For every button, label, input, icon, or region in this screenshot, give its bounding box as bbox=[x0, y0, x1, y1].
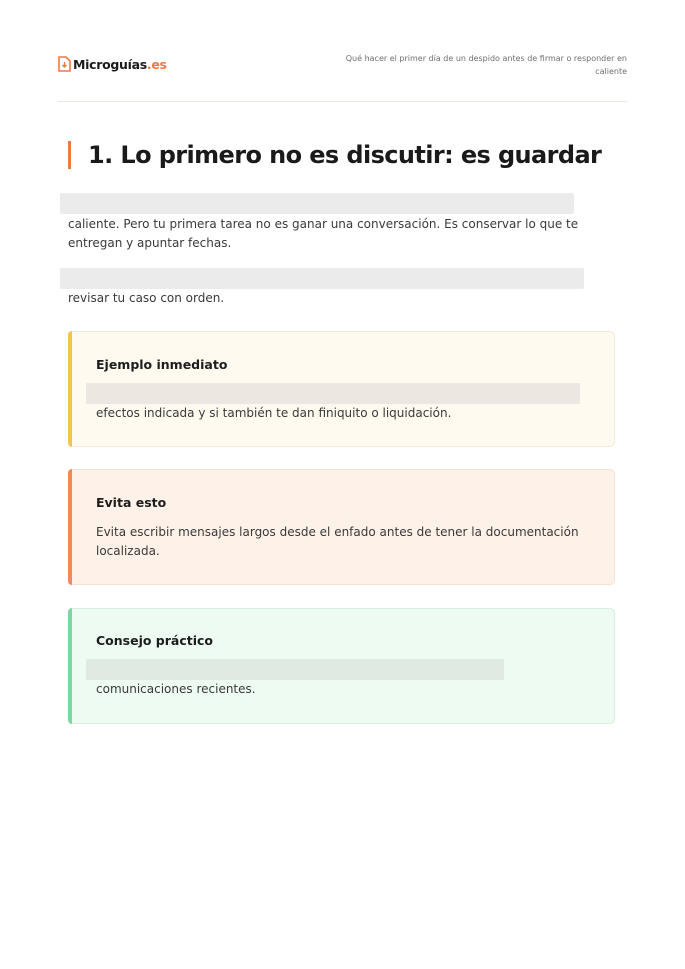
section-title: 1. Lo primero no es discutir: es guardar bbox=[88, 141, 602, 169]
callout-text: efectos indicada y si también te dan finiquito o liquidación. bbox=[96, 406, 452, 420]
callout-title: Evita esto bbox=[96, 495, 167, 510]
callout-example bbox=[68, 331, 615, 447]
header-divider bbox=[58, 101, 627, 102]
callout-stripe bbox=[68, 331, 72, 447]
redacted-text bbox=[86, 659, 504, 680]
heading-accent-bar bbox=[68, 141, 71, 169]
redacted-text bbox=[60, 268, 584, 289]
page-header bbox=[58, 52, 627, 82]
callout-text: Evita escribir mensajes largos desde el enfado antes de tener la documentación localizada. bbox=[96, 525, 579, 558]
document-logo-icon bbox=[58, 56, 71, 72]
document-title: Qué hacer el primer día de un despido antes de firmar o responder en caliente bbox=[345, 54, 627, 76]
section-heading bbox=[68, 140, 601, 170]
brand-logo[interactable] bbox=[58, 56, 167, 72]
redacted-text bbox=[86, 383, 580, 404]
brand-name: Microguías.es bbox=[73, 56, 167, 72]
callout-title: Consejo práctico bbox=[96, 633, 214, 648]
callout-avoid bbox=[68, 469, 615, 585]
callout-text: comunicaciones recientes. bbox=[96, 682, 256, 696]
callout-tip bbox=[68, 608, 615, 724]
callout-stripe bbox=[68, 608, 72, 724]
paragraph-2: revisar tu caso con orden. bbox=[68, 291, 225, 305]
redacted-text bbox=[60, 193, 574, 214]
paragraph-1: caliente. Pero tu primera tarea no es ganar una conversación. Es conservar lo que te entregan y apuntar fechas. bbox=[68, 217, 579, 250]
callout-title: Ejemplo inmediato bbox=[96, 357, 228, 372]
callout-stripe bbox=[68, 469, 72, 585]
